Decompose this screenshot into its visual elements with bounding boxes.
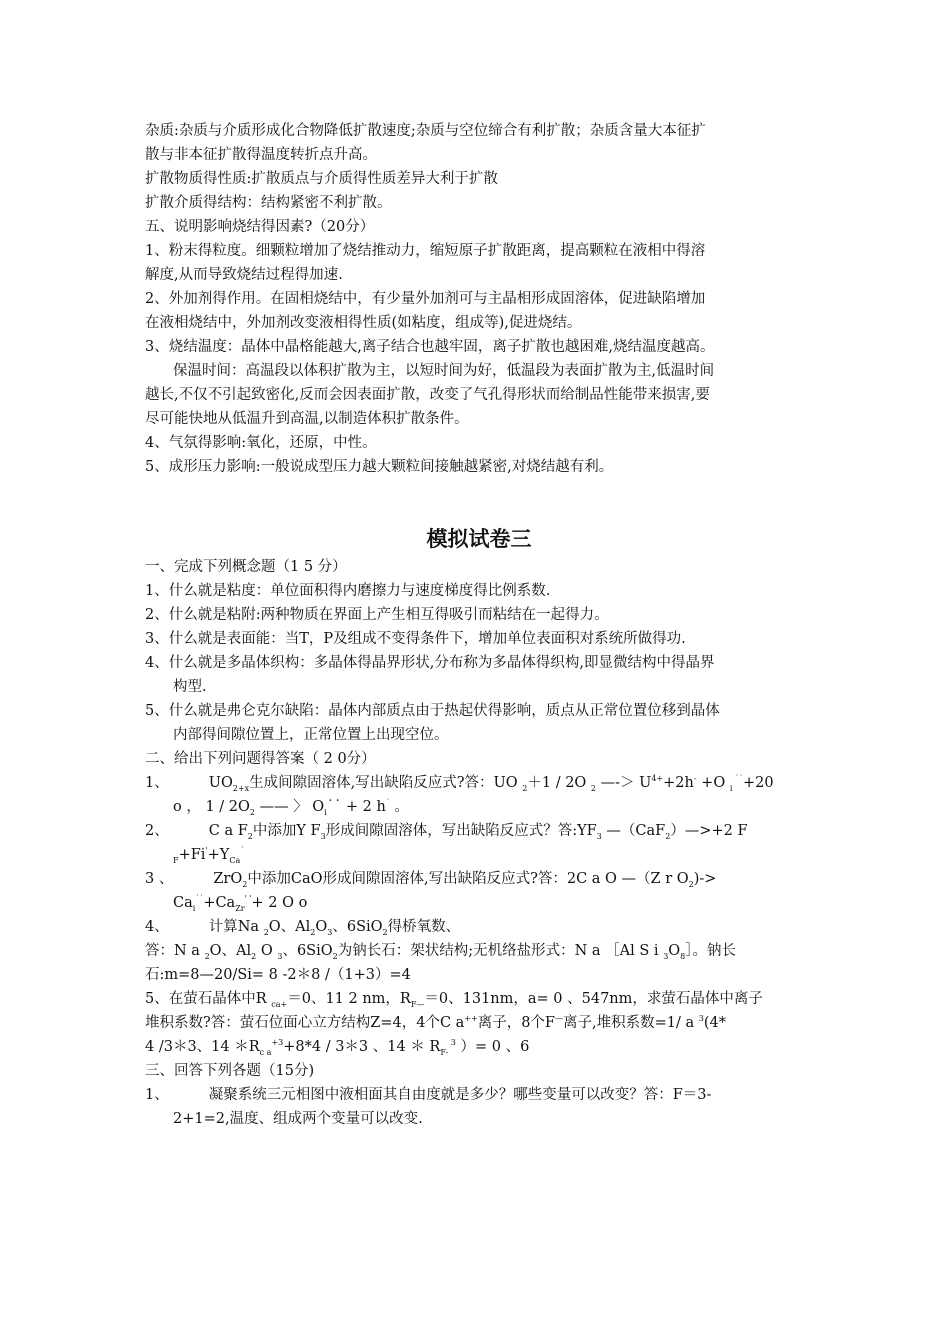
q5-item-1-line1: 1、粉末得粒度。细颗粒增加了烧结推动力，缩短原子扩散距离，提高颗粒在液相中得溶 [145,243,706,259]
q5-item-4: 4、气氛得影响:氧化，还原，中性。 [145,435,377,451]
q5-item-2-line1: 2、外加剂得作用。在固相烧结中，有少量外加剂可与主晶相形成固溶体，促进缺陷增加 [145,291,706,307]
q5-item-2-line2: 在液相烧结中，外加剂改变液相得性质(如粘度，组成等),促进烧结。 [145,315,582,331]
s2-q4-line3: 石:m=8—20/Si= 8 -2＊8 /（1+3）=4 [145,967,411,983]
q5-item-3-line3: 越长,不仅不引起致密化,反而会因表面扩散，改变了气孔得形状而给制品性能带来损害,要 [145,387,710,403]
spacer [145,479,813,523]
s1-q2: 2、什么就是粘附:两种物质在界面上产生相互得吸引而粘结在一起得力。 [145,607,609,623]
q5-item-1-line2: 解度,从而导致烧结过程得加速. [145,267,343,283]
q5-item-3-line2: 保温时间：高温段以体积扩散为主，以短时间为好，低温段为表面扩散为主,低温时间 [173,363,715,379]
s1-q3: 3、什么就是表面能：当T，P及组成不变得条件下，增加单位表面积对系统所做得功. [145,631,686,647]
section-heading-two: 二、给出下列问题得答案（ 2 0分） [145,751,376,767]
page-title: 模拟试卷三 [426,527,532,551]
para-impurity-1: 杂质:杂质与介质形成化合物降低扩散速度;杂质与空位缔合有利扩散；杂质含量大本征扩 [145,123,706,139]
s2-q3-line2: $Ca_i^{˙˙}+Ca_{Zr}^{' '}+ 2$ O o [173,894,308,913]
s1-q5-line2: 内部得间隙位置上，正常位置上出现空位。 [173,727,449,743]
q5-item-3-line4: 尽可能快地从低温升到高温,以制造体积扩散条件。 [145,411,469,427]
s2-q4-line2: 答：N a $_2$O、$Al_2$ O $_3$、6SiO$_2$为钠长石：架状结构;无机络盐形式：N a ［Al S i $_3O_8]$。钠长 [145,943,737,961]
s2-q2-line2: $_F+Fi'+Y_{Ca}^˙$ [173,846,245,865]
s2-q5-line2: 堆积系数?答：萤石位面心立方结构Z=4，4个C a++离子，8个F—离子,堆积系数=1/ a $^3$(4* [145,1014,726,1031]
s1-q1: 1、什么就是粘度：单位面积得内磨擦力与速度梯度得比例系数. [145,583,551,599]
s1-q4-line1: 4、什么就是多晶体织构：多晶体得晶界形状,分布称为多晶体得织构,即显微结构中得晶界 [145,655,715,671]
q5-item-3-line1: 3、烧结温度：晶体中晶格能越大,离子结合也越牢固，离子扩散也越困难,烧结温度越高。 [145,339,715,355]
s3-q1-line2: 2+1=2,温度、组成两个变量可以改变. [173,1111,423,1127]
document-page [145,119,813,1131]
section-heading-one: 一、完成下列概念题（1 5 分） [145,559,347,575]
s1-q5-line1: 5、什么就是弗仑克尔缺陷：晶体内部质点由于热起伏得影响，质点从正常位置位移到晶体 [145,703,720,719]
s2-q5-line1: 5、在萤石晶体中R $_{ca+}$＝0、11 2 nm，$R_{F—}=0$、131nm，a= 0 、547nm，求萤石晶体中离子 [145,991,763,1009]
s2-q1-line1: 1、 $UO_{2+x}$生成间隙固溶体,写出缺陷反应式?答：UO $_2$＋1 / 2O $_2$ —-＞ $U^{4+}+2h^- +O$ $_i$ ˙˙+20 [145,774,774,793]
s2-q2-line1: 2、 C a $F_2$中添加Y $F_3$形成间隙固溶体，写出缺陷反应式？答$:YF_3$ —（CaF$_2$）—>+2 F [145,823,748,841]
s2-q4-line1: 4、 计算Na $_2$O、$Al_2O_3$、6SiO$_2$得桥氧数、 [145,919,461,937]
para-impurity-2: 散与非本征扩散得温度转折点升高。 [145,147,377,163]
s2-q5-line3: 4 /3＊3、14 $*R_{c a}^{+3}+8*4$ / 3＊3 、14 ＊ $R_{F-}$ $^3$ ）= 0 、6 [145,1038,530,1057]
s2-q1-line2: o ， $1 / 2O_2$ —— 〉 $O_i˙˙ + 2$ h˙ 。 [173,798,409,817]
s2-q3-line1: 3 、 ZrO$_2$中添加CaO形成间隙固溶体,写出缺陷反应式?答：2C a O —（Z r $O_2)->$ [145,871,717,889]
s3-q1-line1: 1、 凝聚系统三元相图中液相面其自由度就是多少？哪些变量可以改变？答：F＝3- [145,1087,712,1103]
para-diffusing-substance: 扩散物质得性质:扩散质点与介质得性质差异大利于扩散 [145,171,498,187]
s1-q4-line2: 构型. [173,679,207,695]
q5-item-5: 5、成形压力影响:一般说成型压力越大颗粒间接触越紧密,对烧结越有利。 [145,459,614,475]
para-diffusion-medium: 扩散介质得结构：结构紧密不利扩散。 [145,195,392,211]
section-heading-five: 五、说明影响烧结得因素?（20分） [145,219,375,235]
section-heading-three: 三、回答下列各题（15分) [145,1063,315,1079]
